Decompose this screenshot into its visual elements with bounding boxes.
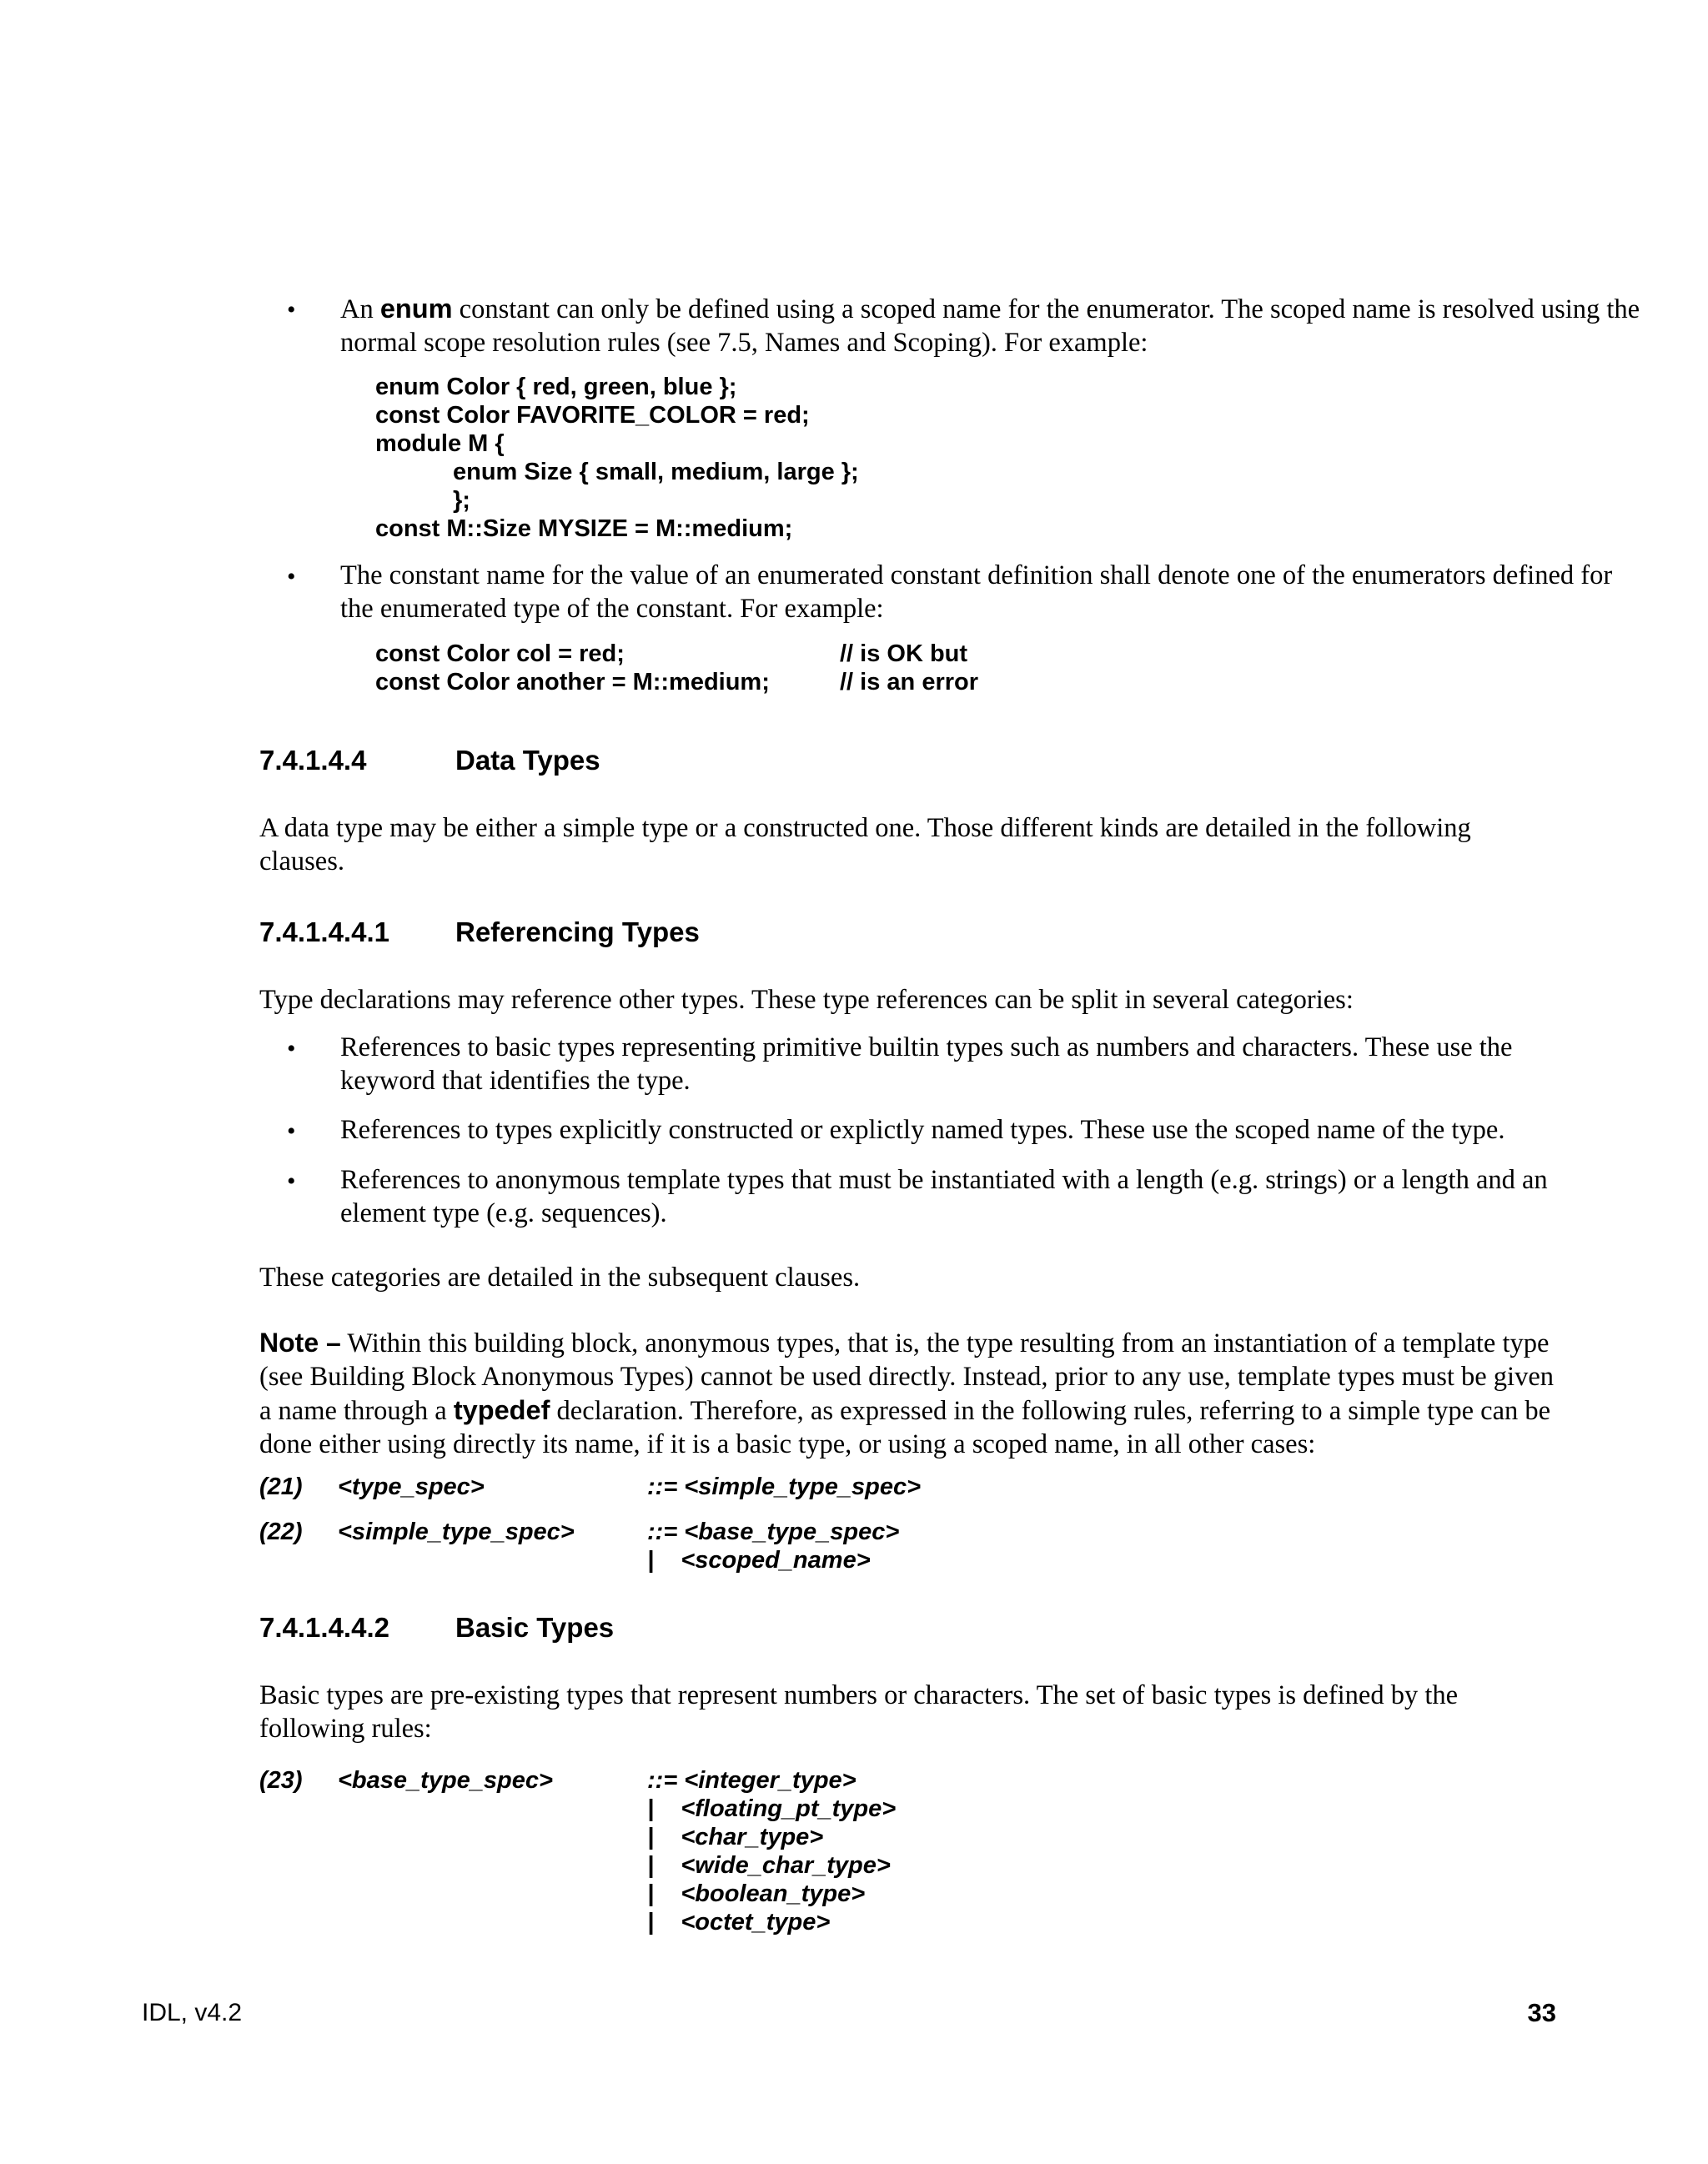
bullet-marker: • <box>287 296 296 324</box>
rule-rhs: | <scoped_name> <box>647 1547 871 1574</box>
section-number: 7.4.1.4.4.2 <box>259 1612 389 1643</box>
code-comment: // is an error <box>840 669 979 695</box>
rule-rhs: | <octet_type> <box>647 1909 831 1936</box>
code-line: module M { <box>375 430 505 457</box>
list-item: References to anonymous template types that must be instantiated with a length (e.g. strings) or a length and an element type (e.g. sequences). <box>340 1165 1548 1228</box>
rule-rhs: ::= <base_type_spec> <box>647 1519 900 1545</box>
footer-doc-version: IDL, v4.2 <box>142 1999 243 2026</box>
code-line: const Color col = red; <box>375 640 625 667</box>
keyword-typedef: typedef <box>453 1395 550 1425</box>
rule-rhs: | <wide_char_type> <box>647 1852 891 1879</box>
section-title: Referencing Types <box>455 916 700 947</box>
list-item: References to basic types representing primitive builtin types such as numbers and characters. These use the keyword that identifies the type. <box>340 1032 1513 1096</box>
rule-rhs: | <char_type> <box>647 1824 824 1850</box>
rule-rhs: ::= <integer_type> <box>647 1767 857 1794</box>
enum-constant-bullet-text: The constant name for the value of an enumerated constant definition shall denote one of the enumerators defined for the enumerated type of the constant. For example: <box>340 560 1613 624</box>
code-line: enum Size { small, medium, large }; <box>453 459 859 485</box>
code-line: }; <box>453 487 470 514</box>
note-paragraph <box>259 1326 1570 1461</box>
bullet-marker: • <box>287 1035 296 1062</box>
page-number: 33 <box>1527 1998 1556 2027</box>
section-title: Basic Types <box>455 1612 615 1643</box>
rule-number: (23) <box>259 1767 303 1794</box>
rule-number: (21) <box>259 1474 303 1500</box>
rule-lhs: <base_type_spec> <box>338 1767 553 1794</box>
rule-rhs: ::= <simple_type_spec> <box>647 1474 922 1500</box>
rule-rhs: | <floating_pt_type> <box>647 1795 897 1822</box>
rule-lhs: <type_spec> <box>338 1474 485 1500</box>
referencing-intro: Type declarations may reference other types. These type references can be split in several categories: <box>259 985 1354 1015</box>
code-line: const Color another = M::medium; <box>375 669 770 695</box>
code-line: const M::Size MYSIZE = M::medium; <box>375 515 793 542</box>
rule-lhs: <simple_type_spec> <box>338 1519 575 1545</box>
code-comment: // is OK but <box>840 640 968 667</box>
data-types-paragraph: A data type may be either a simple type or a constructed one. Those different kinds are detailed in the following clauses. <box>259 813 1471 876</box>
bullet-marker: • <box>287 1167 296 1195</box>
list-item: References to types explicitly constructed or explictly named types. These use the scoped name of the type. <box>340 1115 1505 1145</box>
bullet-marker: • <box>287 563 296 590</box>
keyword-enum: enum <box>379 294 453 324</box>
note-label: Note – <box>259 1328 341 1358</box>
enum-bullet-text <box>340 292 1641 359</box>
text-run: An <box>340 294 380 324</box>
basic-types-paragraph: Basic types are pre-existing types that represent numbers or characters. The set of basic types is defined by the following rules: <box>259 1680 1459 1744</box>
rule-number: (22) <box>259 1519 303 1545</box>
bullet-marker: • <box>287 1117 296 1145</box>
text-run: constant can only be defined using a scoped name for the enumerator. The scoped name is resolved using the normal scope resolution rules (see 7.5, Names and Scoping). For example: <box>340 294 1640 358</box>
text-run: declaration. Therefore, as expressed in the following rules, referring to a simple type can be done either using directly its name, if it is a basic type, or using a scoped name, in all other cases: <box>259 1396 1551 1459</box>
section-number: 7.4.1.4.4.1 <box>259 916 389 947</box>
section-title: Data Types <box>455 745 600 776</box>
code-line: enum Color { red, green, blue }; <box>375 374 737 400</box>
code-line: const Color FAVORITE_COLOR = red; <box>375 402 810 429</box>
section-number: 7.4.1.4.4 <box>259 745 367 776</box>
referencing-outro: These categories are detailed in the subsequent clauses. <box>259 1263 861 1293</box>
rule-rhs: | <boolean_type> <box>647 1880 866 1907</box>
text-run: Within this building block, anonymous types, that is, the type resulting from an instantiation of a template type (see Building Block Anonymous Types) cannot be used directly. Instead, prior to any use, template types must be given a name through a <box>259 1328 1555 1426</box>
